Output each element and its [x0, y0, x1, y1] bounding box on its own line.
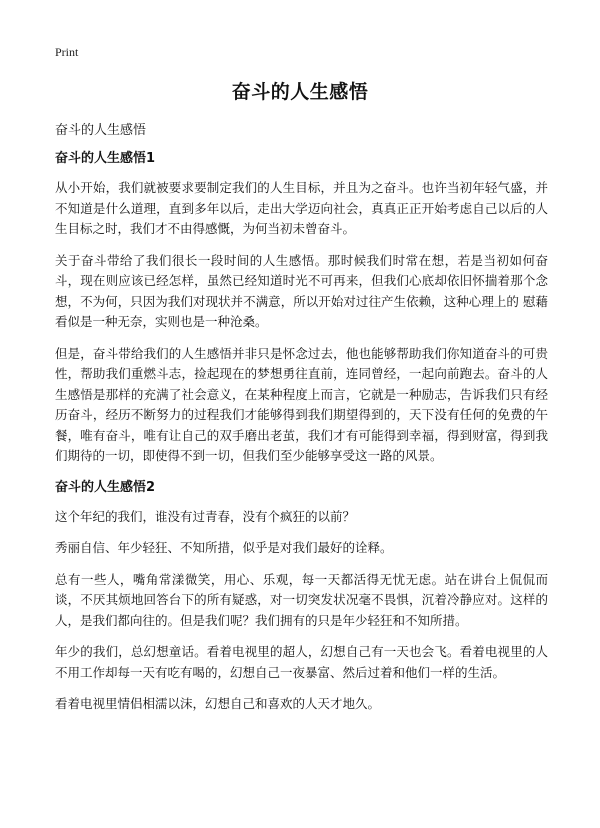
- print-link[interactable]: Print: [55, 45, 79, 59]
- paragraph: 年少的我们，总幻想童话。看着电视里的超人，幻想自己有一天也会飞。看着电视里的人不用工作却每一天有吃有喝的，幻想自己一夜暴富、然后过着和他们一样的生活。: [55, 644, 548, 680]
- paragraph: 关于奋斗带给了我们很长一段时间的人生感悟。那时候我们时常在想，若是当初如何奋斗，现在则应该已经怎样，虽然已经知道时光不可再来，但我们心底却依旧怀揣着那个念想，不为何，只因为我们对现状并不满意，所以开始对过往产生依赖，这种心理上的 慰藉看似是一种无奈，实则也是一种沧桑。: [55, 252, 548, 329]
- paragraph: 从小开始，我们就被要求要制定我们的人生目标，并且为之奋斗。也许当初年轻气盛，并不知道是什么道理，直到多年以后，走出大学迈向社会，真真正正开始考虑自己以后的人生目标之时，我们才不由得感慨，为何当初未曾奋斗。: [55, 180, 548, 236]
- section-heading-1: 奋斗的人生感悟1: [55, 151, 156, 166]
- article-body: [55, 149, 548, 726]
- section-heading-2: 奋斗的人生感悟2: [55, 479, 156, 495]
- paragraph: 总有一些人，嘴角常漾微笑，用心、乐观，每一天都活得无忧无虑。站在讲台上侃侃而谈，不厌其烦地回答台下的所有疑惑，对一切突发状况毫不畏惧，沉着冷静应对。这样的人，是我们都向往的。但是我们呢？我们拥有的只是年少轻狂和不知所措。: [55, 571, 548, 628]
- page-title: 奋斗的人生感悟: [231, 81, 369, 103]
- paragraph: 这个年纪的我们，谁没有过青春，没有个疯狂的以前？: [55, 508, 356, 524]
- paragraph: 秀丽自信、年少轻狂、不知所措，似乎是对我们最好的诠释。: [55, 540, 393, 555]
- paragraph: 但是，奋斗带给我们的人生感悟并非只是怀念过去，他也能够帮助我们你知道奋斗的可贵性，帮助我们重燃斗志，捡起现在的梦想勇往直前，连同曾经，一起向前跑去。奋斗的人生感悟是那样的充满了社会意义，在某种程度上而言，它就是一种励志，告诉我们只有经历奋斗，经历不断努力的过程我们才能够得到我们期望得到的，天下没有任何的免费的午餐，唯有奋斗，唯有让自己的双手磨出老茧，我们才有可能得到幸福，得到财富，得到我们期待的一切，即使得不到一切，但我们至少能够享受这一路的风景。: [55, 345, 548, 463]
- document-subtitle: 奋斗的人生感悟: [55, 123, 147, 138]
- paragraph: 看着电视里情侣相濡以沫，幻想自己和喜欢的人天才地久。: [55, 696, 381, 711]
